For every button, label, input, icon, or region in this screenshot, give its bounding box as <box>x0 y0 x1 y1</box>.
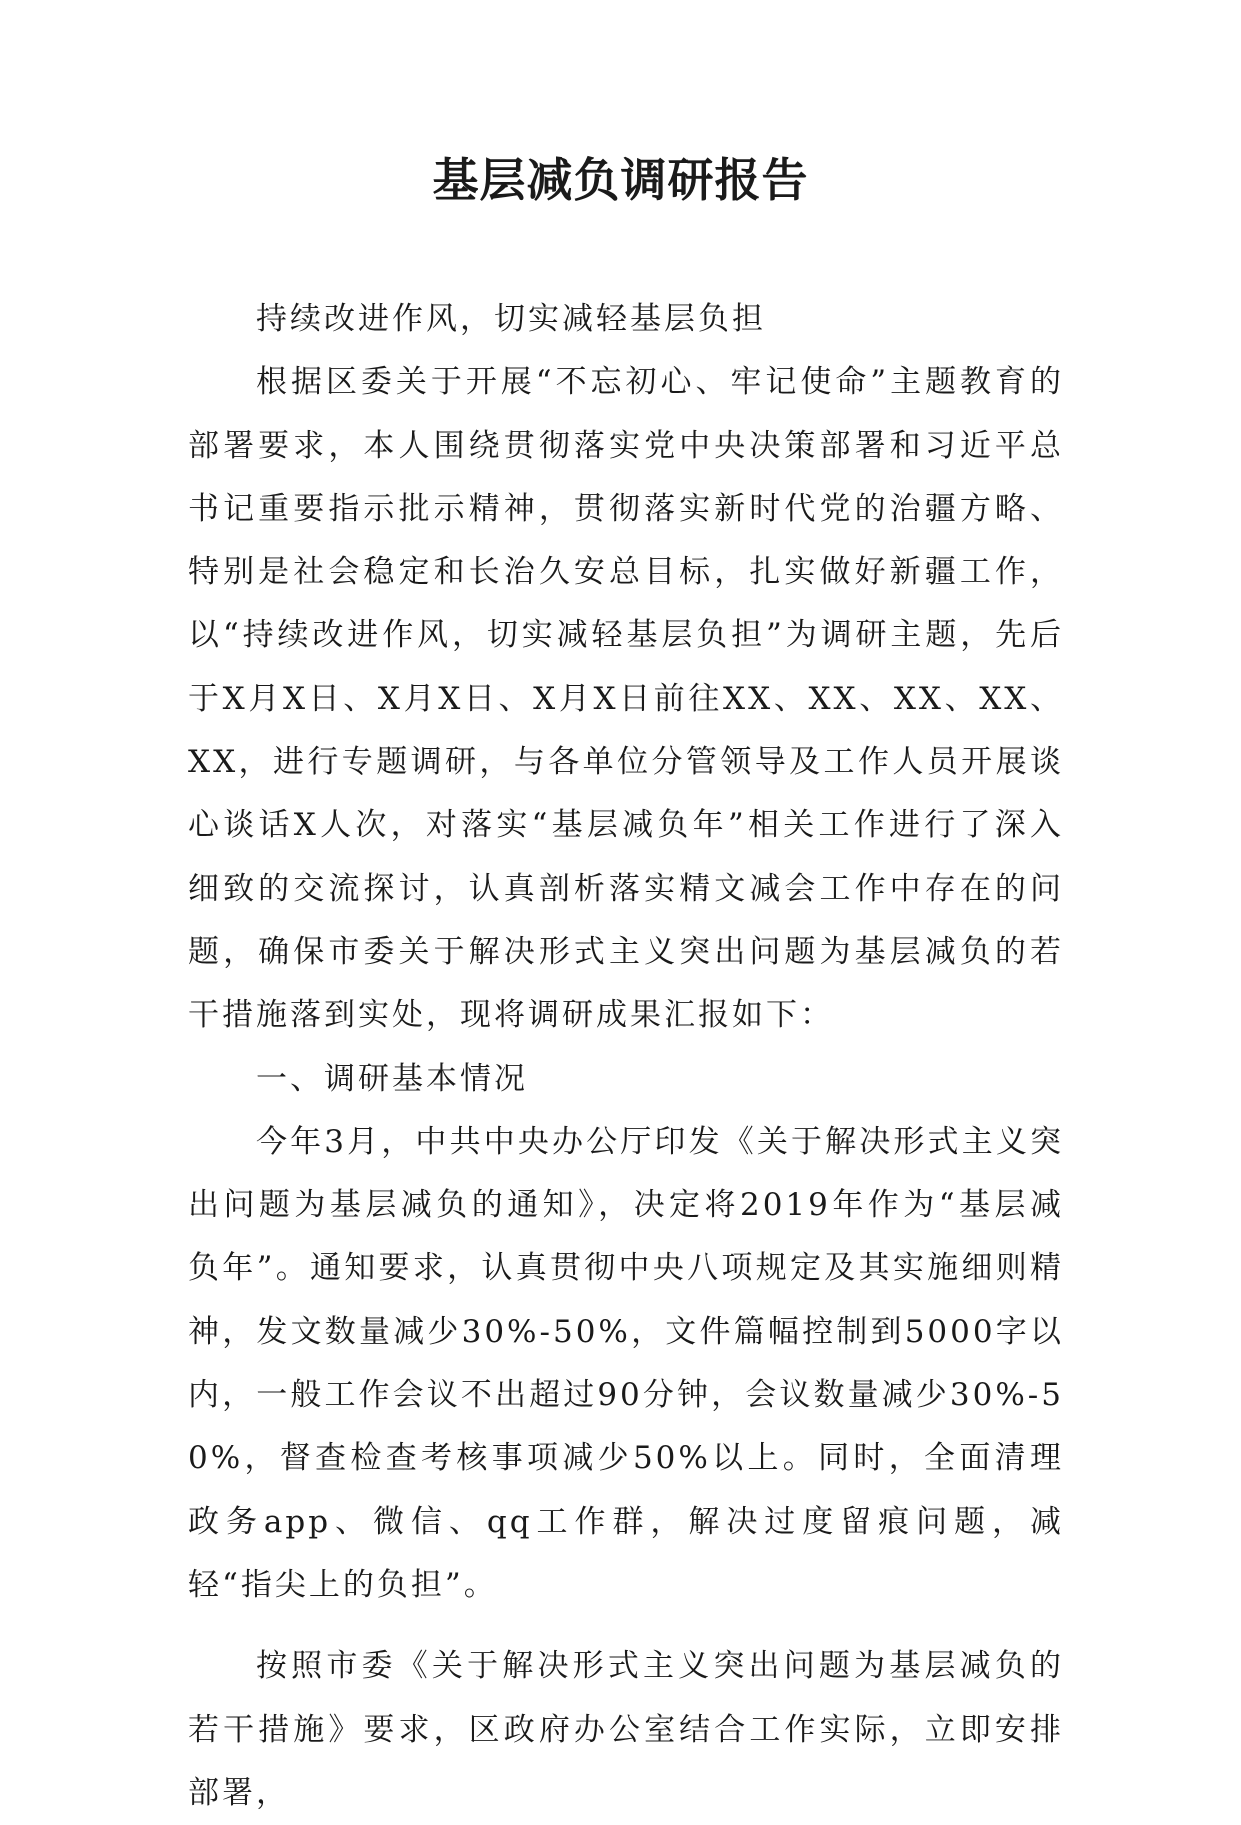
document-body <box>188 288 1064 1825</box>
intro-paragraph: 根据区委关于开展“不忘初心、牢记使命”主题教育的部署要求，本人围绕贯彻落实党中央决策部署和习近平总书记重要指示批示精神，贯彻落实新时代党的治疆方略、特别是社会稳定和长治久安总目标，扎实做好新疆工作，以“持续改进作风，切实减轻基层负担”为调研主题，先后于X月X日、X月X日、X月X日前往XX、XX、XX、XX、XX，进行专题调研，与各单位分管领导及工作人员开展谈心谈话X人次，对落实“基层减负年”相关工作进行了深入细致的交流探讨，认真剖析落实精文减会工作中存在的问题，确保市委关于解决形式主义突出问题为基层减负的若干措施落到实处，现将调研成果汇报如下： <box>188 364 1064 1034</box>
section-heading: 一、调研基本情况 <box>256 1060 528 1097</box>
section-paragraph-1: 今年3月，中共中央办公厅印发《关于解决形式主义突出问题为基层减负的通知》，决定将2019年作为“基层减负年”。通知要求，认真贯彻中央八项规定及其实施细则精神，发文数量减少30%-50%，文件篇幅控制到5000字以内，一般工作会议不出超过90分钟，会议数量减少30%-50%，督查检查考核事项减少50%以上。同时，全面清理政务app、微信、qq工作群，解决过度留痕问题，减轻“指尖上的负担”。 <box>188 1123 1064 1603</box>
section-paragraph-2: 按照市委《关于解决形式主义突出问题为基层减负的若干措施》要求，区政府办公室结合工作实际，立即安排部署， <box>188 1648 1064 1811</box>
document-title: 基层减负调研报告 <box>432 153 809 207</box>
subtitle-paragraph: 持续改进作风，切实减轻基层负担 <box>256 301 766 337</box>
